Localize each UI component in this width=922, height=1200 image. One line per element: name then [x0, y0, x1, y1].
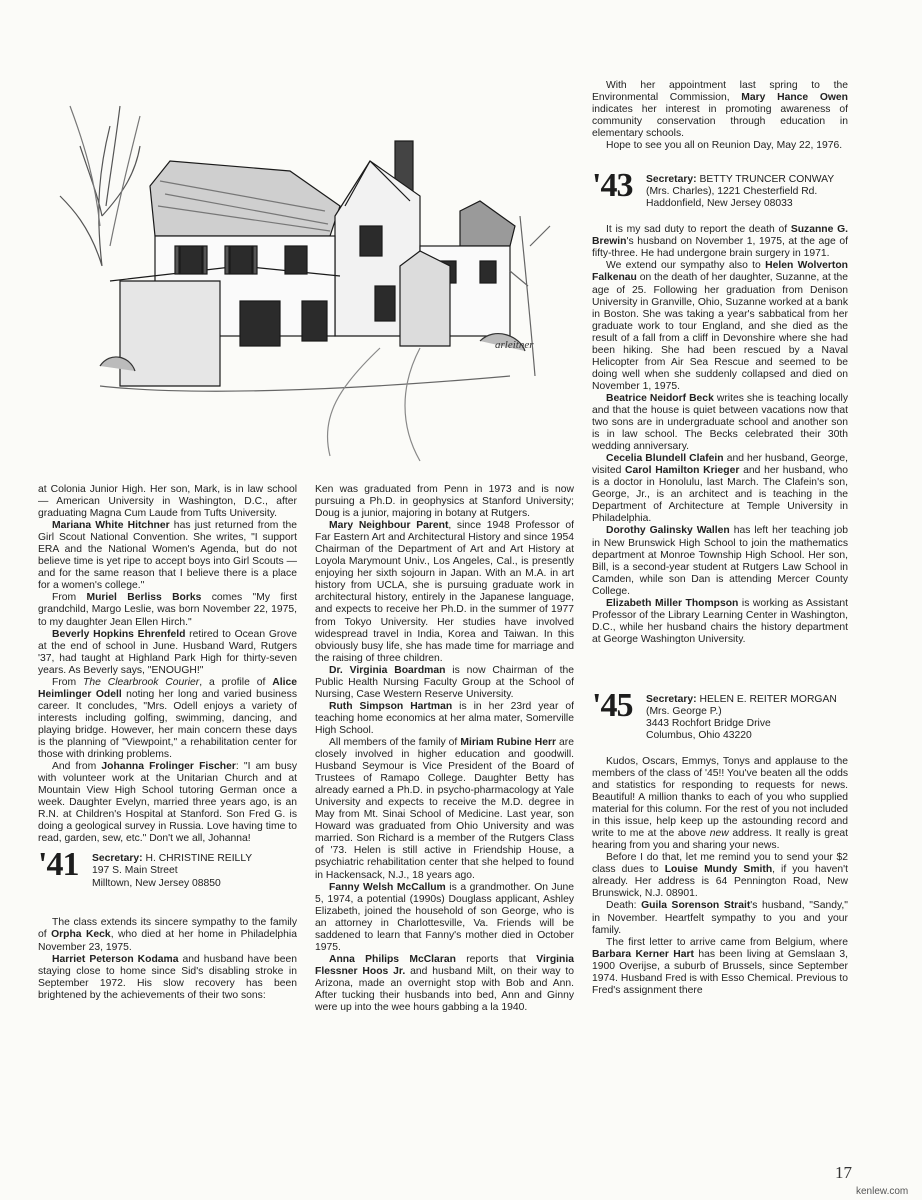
person-name: Dr. Virginia Boardman: [329, 664, 446, 676]
text-run: address. It really is great hearing from you and sharing your news.: [592, 828, 848, 852]
wing-roof: [460, 201, 515, 246]
text-run: All members of the family of: [329, 736, 461, 748]
person-name: Muriel Berliss Borks: [86, 592, 202, 604]
text-run: indicates her interest in promoting awareness of community conservation through education in elementary schools.: [592, 104, 848, 140]
text-run: is in her 23rd year of teaching home economics at her alma mater, Somerville High School.: [315, 700, 574, 736]
text-run: comes "My first grandchild, Margo Leslie, was born November 22, 1975, to my daughter Jean Ellen Hirch.": [38, 592, 297, 628]
col-a-paras: [38, 484, 297, 845]
text-run: , a profile of: [199, 676, 273, 688]
secretary-address-line: (Mrs. Charles), 1221 Chesterfield Rd.: [646, 186, 818, 198]
text-run: on the death of her daughter, Suzanne, at the age of 25. Following her graduation from Denison University in Granville, Ohio, Suzanne worked at a bank in Boston. She was taking a year's sabbatical from her graduate work to tour England, and she died as the result of a fall from a cliff in Devonshire where she had been hiking. She had been rescued by a Naval Helicopter from Air Sea Rescue and seemed to be doing well when she suddenly collapsed and died on November 1, 1975.: [592, 272, 848, 392]
class-year: '45: [592, 686, 633, 724]
paragraph: [38, 677, 297, 761]
text-run: From: [52, 592, 87, 604]
paragraph: [592, 453, 848, 525]
person-name: Helen Wolverton Falkenau: [592, 260, 848, 284]
person-name: Beatrice Neidorf Beck: [606, 392, 714, 404]
text-run: is now Chairman of the Public Health Nursing Faculty Group at the School of Nursing, Case Western Reserve University.: [315, 664, 574, 700]
text-run: The first letter to arrive came from Belgium, where: [606, 936, 848, 948]
paragraph: [592, 260, 848, 393]
text-run: are closely involved in higher education and goodwill. Husband Seymour is Vice President of the Board of Trustees of Ramapo College. Daughter Betty has already earned a Ph.D. in psycho-pharmacology at Yale University and expects to receive the M.D. degree in May from Mt. Sinai School of Medicine. Last year, son Howard was graduated from Ohio University and was married. Son Richard is a member of the Rutgers Class of '73. Helen is still active in Friendship House, a psychiatric rehabilitation center that she helped to found in Hackensack, N.J., 18 years ago.: [315, 736, 574, 881]
paragraph: [38, 520, 297, 592]
paragraph: [38, 761, 297, 845]
text-run: Death:: [606, 900, 642, 912]
person-name: Mary Hance Owen: [741, 92, 848, 104]
paragraph: [592, 525, 848, 597]
col-a-41-paras: [38, 917, 297, 1001]
tree-branches: [60, 106, 140, 266]
text-run: : "I am busy with volunteer work at the Unitarian Church and at Mountain View High School tutoring German once a week. Daughter Evelyn, married three years ago, is an R.N. at Children's Hospital at Stanford. Son Fred G. is doing a geological survey in Russia. Love having time to read, garden, sew, etc." Don't we all, Johanna!: [38, 761, 298, 845]
paragraph: [315, 954, 574, 1014]
col-b-paras: [315, 484, 574, 1014]
class-year: '43: [592, 167, 633, 205]
text-run: is a grandmother. On June 5, 1974, a potential (1990s) Douglass applicant, Ashley Elizabeth, joined the household of son George, who is an attorney in Charlottesville, Va. Friends will be saddened to learn that Fanny's mother died in October 1975.: [315, 881, 574, 953]
paragraph: [315, 520, 574, 665]
text-run: retired to Ocean Grove at the end of school in June. Husband Ward, Rutgers '37, had taught at Highland Park High for thirty-seven years. As Beverly says, "ENOUGH!": [38, 628, 297, 676]
paragraph: [38, 484, 297, 520]
person-name: Mary Neighbour Parent: [329, 520, 449, 532]
secretary-name: Secretary: H. CHRISTINE REILLY: [92, 853, 253, 865]
paragraph: [592, 756, 848, 852]
text-run: and husband Milt, on their way to Arizona, made an overnight stop with Bob and Ann. After tucking their husbands into bed, Ann and Ginny were up into the wee hours gabbing a la 1940.: [315, 965, 574, 1014]
secretary-address-line: 3443 Rochfort Bridge Drive: [646, 718, 771, 730]
col-c-45-paras: [592, 756, 848, 997]
text-run: The class extends its sincere sympathy to the family of: [38, 917, 297, 941]
italic-text: The Clearbrook Courier: [83, 676, 200, 688]
text-run: and her husband, who is a doctor in Honolulu, last March. The Clafein's son, George, Jr., is an architect and is teaching in the Department of Architecture at Temple University in Philadelphia.: [592, 465, 848, 525]
text-run: has left her teaching job in New Brunswick High School to join the mathematics department at Monroe Township High School. Her son, Bill, is a second-year student at Rutgers Law School in Camden, while son Dan is attending Mercer County College.: [592, 525, 848, 597]
text-run: at Colonia Junior High. Her son, Mark, is in law school — American University in Washington, D.C., after graduating Magna Cum Laude from Tufts University.: [38, 484, 297, 520]
secretary-address-line: Columbus, Ohio 43220: [646, 730, 752, 742]
text-run: 's husband, "Sandy," in November. Heartfelt sympathy to you and your family.: [592, 900, 848, 936]
paragraph: [315, 882, 574, 954]
text-run: has been living at Gemslaan 3, 1900 Overijse, a suburb of Brussels, since September 1974. Husband Fred is with Esso Chemical. Previous to Fred's assignment there: [592, 948, 848, 996]
paragraph: [315, 701, 574, 737]
person-name: Mariana White Hitchner: [52, 520, 170, 532]
text-run: noting her long and varied business career. It concludes, "Mrs. Odell enjoys a variety of interests including golfing, swimming, dancing, and playing bridge. However, her main concern these days is the planning of "Viewpoint," a rehabilitation center for those with drinking problems.: [38, 688, 297, 761]
page-number: 17: [835, 1163, 852, 1182]
text-run: We extend our sympathy also to: [606, 260, 766, 272]
text-run: From: [52, 676, 84, 688]
secretary-address-line: 197 S. Main Street: [92, 865, 178, 877]
class-43-heading: [592, 167, 848, 234]
bay-window: [400, 251, 450, 346]
paragraph: [315, 665, 574, 701]
secretary-address-line: Haddonfield, New Jersey 08033: [646, 198, 793, 210]
text-run: With her appointment last spring to the Environmental Commission,: [592, 80, 848, 104]
text-run: Ken was graduated from Penn in 1973 and is now pursuing a Ph.D. in geophysics at Stanford University; Doug is a junior, majoring in botany at Rutgers.: [315, 484, 574, 520]
italic-text: new: [709, 828, 729, 840]
col-c-43-paras: [592, 224, 848, 646]
person-name: Harriet Peterson Kodama: [52, 953, 179, 965]
paragraph: [592, 937, 848, 997]
paragraph: [592, 598, 848, 646]
class-45-heading: [592, 686, 848, 762]
paragraph: [592, 852, 848, 900]
secretary-name: Secretary: BETTY TRUNCER CONWAY: [646, 174, 835, 186]
text-run: And from: [52, 761, 102, 773]
person-name: Carol Hamilton Krieger: [625, 465, 740, 477]
paragraph: [38, 954, 297, 1002]
person-name: Fanny Welsh McCallum: [329, 881, 446, 893]
class-41-heading: [38, 846, 297, 913]
paragraph: [38, 592, 297, 628]
column-left: [38, 484, 297, 1002]
person-name: Ruth Simpson Hartman: [329, 700, 453, 712]
text-run: , who died at her home in Philadelphia November 23, 1975.: [38, 929, 297, 953]
person-name: Elizabeth Miller Thompson: [606, 597, 739, 609]
column-middle: [315, 484, 574, 1014]
secretary-address-line: Milltown, New Jersey 08850: [92, 877, 221, 889]
house-illustration: [40, 86, 570, 466]
person-name: Anna Philips McClaran: [329, 953, 456, 965]
col-c-top-paras: [592, 80, 848, 152]
text-run: has just returned from the Girl Scout National Convention. She writes, "I support ERA and the National Women's Agenda, but do not believe time is yet ripe to accept boys into Girl Scouts — and for the same reason that I believe there is a place for a women's college.": [38, 520, 297, 592]
class-45-secretary: [646, 694, 837, 742]
paragraph: [592, 900, 848, 936]
person-name: Suzanne G. Brewin: [592, 224, 849, 248]
main-roof: [150, 161, 340, 236]
class-year: '41: [38, 846, 79, 884]
paragraph: [315, 737, 574, 882]
person-name: Miriam Rubine Herr: [460, 736, 557, 748]
person-name: Dorothy Galinsky Wallen: [606, 525, 730, 537]
text-run: 's husband on November 1, 1975, at the age of fifty-three. He had undergone brain surgery in 1971.: [592, 236, 848, 260]
person-name: Virginia Flessner Hoos Jr.: [315, 953, 574, 977]
text-run: Before I do that, let me remind you to send your $2 class dues to: [592, 852, 848, 876]
text-run: reports that: [455, 953, 537, 965]
text-run: , if you haven't already. Her address is 64 Pennington Road, New Brunswick, N.J. 08901.: [592, 864, 848, 900]
text-run: and husband have been staying close to home since Sid's disabling stroke in September 1972. His slow recovery has been brightened by the achievements of their two sons:: [38, 953, 297, 1001]
text-run: writes she is teaching locally and that the house is quiet between vacations now that two sons are in undergraduate school and another son is in law school. The Becks celebrated their 30th wedding anniversary.: [592, 392, 848, 453]
person-name: Alice Heimlinger Odell: [38, 676, 297, 700]
person-name: Johanna Frolinger Fischer: [101, 761, 236, 773]
paragraph: [38, 629, 297, 677]
class-41-secretary: [92, 853, 252, 889]
person-name: Cecelia Blundell Clafein: [606, 453, 724, 465]
text-run: and her husband, George, visited: [592, 453, 849, 477]
person-name: Guila Sorenson Strait: [641, 900, 751, 912]
person-name: Louise Mundy Smith: [664, 864, 773, 876]
text-run: Hope to see you all on Reunion Day, May 22, 1976.: [606, 140, 843, 152]
paragraph: [592, 393, 848, 453]
paragraph: [592, 80, 848, 140]
secretary-name: Secretary: HELEN E. REITER MORGAN: [646, 693, 837, 705]
path: [327, 348, 420, 461]
text-run: It is my sad duty to report the death of: [606, 224, 791, 236]
class-43-secretary: [646, 174, 834, 210]
paragraph: [38, 917, 297, 953]
paragraph: [592, 140, 848, 152]
text-run: is working as Assistant Professor of the Library Learning Center in Washington, D.C., while her husband chairs the history department at George Washington University.: [592, 597, 848, 645]
column-right: [592, 80, 848, 997]
artist-signature: arleitner: [495, 339, 534, 351]
person-name: Barbara Kerner Hart: [592, 948, 694, 960]
person-name: Beverly Hopkins Ehrenfeld: [52, 628, 186, 640]
secretary-address-line: (Mrs. George P.): [646, 705, 722, 717]
text-run: Kudos, Oscars, Emmys, Tonys and applause to the members of the class of '45!! You've beaten all the odds and statistics for responding to requests for news. Beautiful! A million thanks to each of you who supplied material for this column. For the rest of you not included in this issue, help keep up the astounding record and write to me at the above: [592, 755, 848, 840]
person-name: Orpha Keck: [51, 929, 111, 941]
paragraph: [315, 484, 574, 520]
watermark: kenlew.com: [856, 1186, 909, 1197]
text-run: , since 1948 Professor of Far Eastern Art and Architectural History and since 1954 Chairman of the Department of Art and Art History at Loyola Marymount Univ., Los Angeles, Cal., is presently enjoying her sixth sojourn in Japan. With an M.A. in art history from UCLA, she is pursuing graduate work in architectural history, entirely in the Japanese language, and expects to receive her Ph.D. in the summer of 1977 from Tokyo University. Her studies have involved widespread travel in India, Korea and Taiwan. In this obviously busy life, she has made time for marriage and the raising of three children.: [315, 520, 574, 664]
